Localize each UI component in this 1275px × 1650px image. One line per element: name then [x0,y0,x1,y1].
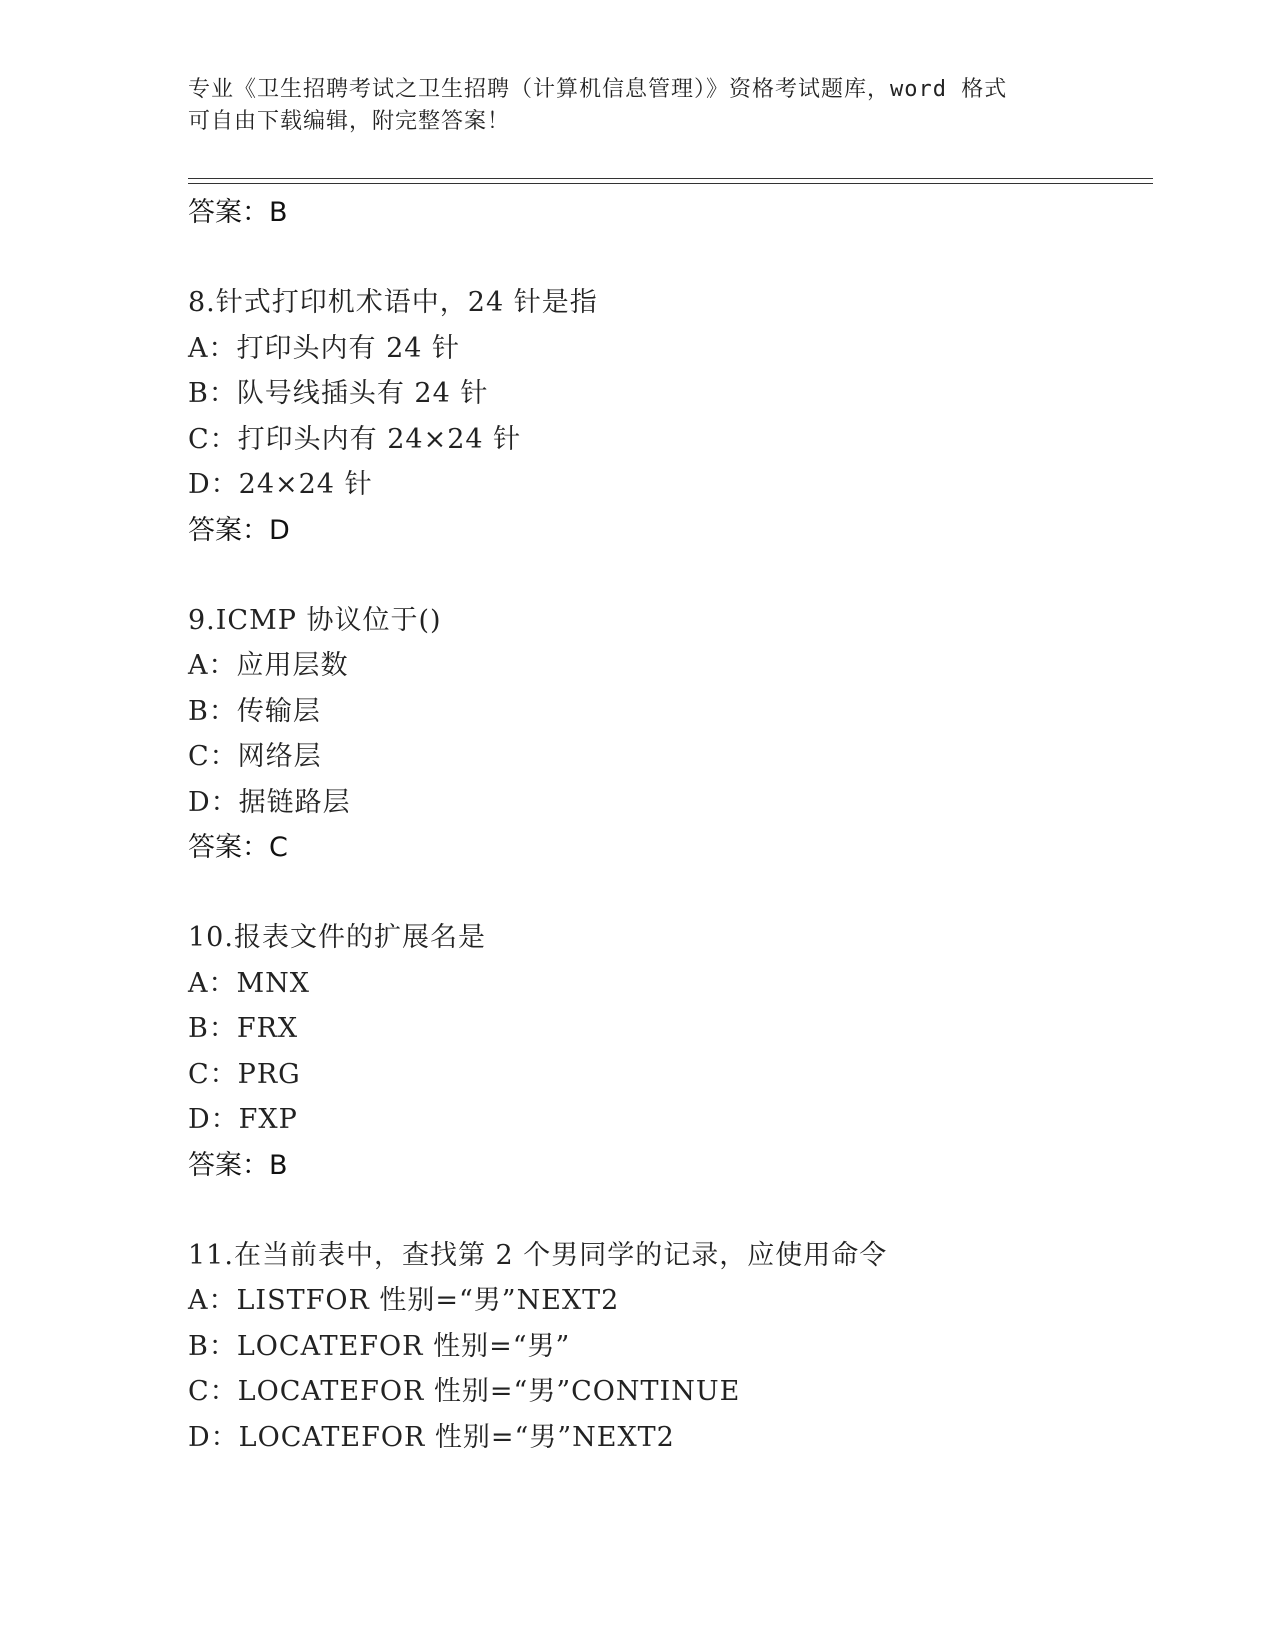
question-stem: 10.报表文件的扩展名是 [188,922,486,953]
option-d: D：据链路层 [188,786,351,818]
question-11 [188,1233,1148,1461]
option-a: A：LISTFOR 性别=“男”NEXT2 [188,1285,620,1316]
header-divider-top [188,178,1153,179]
option-d: D：FXP [188,1104,298,1135]
option-b: B：LOCATEFOR 性别=“男” [188,1330,571,1362]
question-stem: 9.ICMP 协议位于() [188,604,442,636]
header-divider-bottom [188,183,1153,184]
option-c: C：打印头内有 24×24 针 [188,423,522,455]
option-c: C：LOCATEFOR 性别=“男”CONTINUE [188,1376,741,1407]
option-a: A：MNX [188,967,310,999]
option-b: B：队号线插头有 24 针 [188,378,489,409]
question-list [188,190,1148,1460]
option-a: A：打印头内有 24 针 [188,332,461,364]
header-line-2: 可自由下载编辑，附完整答案！ [188,109,511,134]
option-a: A：应用层数 [188,650,349,681]
option-d: D：LOCATEFOR 性别=“男”NEXT2 [188,1421,675,1453]
answer-label: 答案：B [188,1149,288,1181]
answer-label: 答案：D [188,514,290,546]
answer-label: 答案：C [188,832,288,863]
header-line-1: 专业《卫生招聘考试之卫生招聘（计算机信息管理）》资格考试题库，word 格式 [188,77,1008,102]
document-header [188,74,1068,138]
question-stem: 8.针式打印机术语中，24 针是指 [188,287,598,318]
option-d: D：24×24 针 [188,469,373,500]
question-10 [188,915,1148,1188]
question-stem: 11.在当前表中，查找第 2 个男同学的记录，应使用命令 [188,1239,888,1271]
option-c: C：网络层 [188,741,322,772]
option-b: B：传输层 [188,695,321,727]
option-b: B：FRX [188,1013,299,1044]
option-c: C：PRG [188,1058,301,1090]
question-8 [188,280,1148,553]
answer-label: 答案：B [188,197,288,228]
question-9 [188,598,1148,871]
